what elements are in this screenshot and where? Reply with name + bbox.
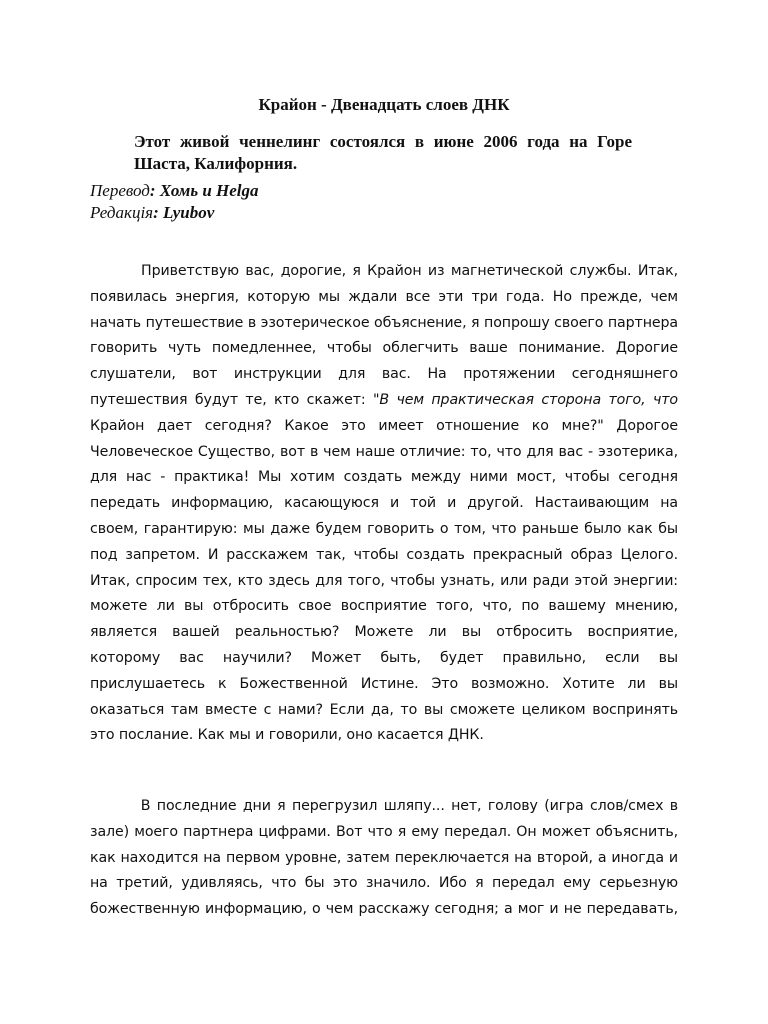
paragraph-line: божественную информацию, о чем расскажу сегодня; а мог и не передавать, bbox=[90, 901, 678, 918]
paragraph-line: для нас - практика! Мы хотим создать между ними мост, чтобы сегодня bbox=[90, 469, 678, 486]
paragraph-line: передать информацию, касающуюся и той и другой. Настаивающим на bbox=[90, 495, 678, 512]
italic-quote: В чем практическая сторона того, что bbox=[379, 391, 678, 408]
translation-value: : Хомь и Helga bbox=[149, 181, 259, 200]
paragraph-line: слушатели, вот инструкции для вас. На протяжении сегодняшнего bbox=[90, 366, 678, 383]
paragraph-line: это послание. Как мы и говорили, оно касается ДНК. bbox=[90, 727, 484, 744]
paragraph-line: можете ли вы отбросить свое восприятие того, что, по вашему мнению, bbox=[90, 598, 678, 615]
document-title: Крайон - Двенадцать слоев ДНК bbox=[258, 95, 510, 114]
document-subtitle: Этот живой ченнелинг состоялся в июне 2006 года на Горе Шаста, Калифорния. bbox=[134, 132, 632, 173]
paragraph-line: зале) моего партнера цифрами. Вот что я ему передал. Он может объяснить, bbox=[90, 823, 678, 840]
credits-block bbox=[90, 180, 590, 224]
editor-label: Редакція bbox=[90, 203, 154, 222]
translation-label: Перевод bbox=[90, 181, 150, 200]
paragraph-line-with-quote bbox=[90, 388, 678, 414]
paragraph-line: Итак, спросим тех, кто здесь для того, чтобы узнать, или ради этой энергии: bbox=[90, 572, 678, 589]
paragraph-line: как находится на первом уровне, затем переключается на второй, а иногда и bbox=[90, 849, 678, 866]
editor-value: : Lyubov bbox=[153, 203, 215, 222]
paragraph-line: В последние дни я перегрузил шляпу... нет, голову (игра слов/смех в bbox=[90, 798, 678, 814]
paragraph-numbers bbox=[90, 794, 678, 923]
paragraph-line: прислушаетесь к Божественной Истине. Это возможно. Хотите ли вы bbox=[90, 675, 678, 692]
paragraph-line: под запретом. И расскажем так, чтобы создать прекрасный образ Целого. bbox=[90, 546, 678, 563]
paragraph-line: Приветствую вас, дорогие, я Крайон из магнетической службы. Итак, bbox=[90, 263, 678, 279]
paragraph-line: которому вас научили? Может быть, будет правильно, если вы bbox=[90, 649, 678, 666]
paragraph-greeting bbox=[90, 259, 678, 749]
paragraph-line: оказаться там вместе с нами? Если да, то вы сможете целиком воспринять bbox=[90, 701, 678, 718]
paragraph-line: появилась энергия, которую мы ждали все эти три года. Но прежде, чем bbox=[90, 288, 678, 305]
paragraph-line: Крайон дает сегодня? Какое это имеет отношение ко мне?" Дорогое bbox=[90, 417, 678, 434]
quote-lead-in: путешествия будут те, кто скажет: " bbox=[90, 391, 380, 408]
translation-credit bbox=[90, 180, 590, 202]
paragraph-line: является вашей реальностью? Можете ли вы отбросить восприятие, bbox=[90, 624, 678, 641]
paragraph-line: своем, гарантирую: мы даже будем говорить о том, что раньше было как бы bbox=[90, 520, 678, 537]
paragraph-line: начать путешествие в эзотерическое объяснение, я попрошу своего партнера bbox=[90, 314, 678, 331]
paragraph-line: говорить чуть помедленнее, чтобы облегчить ваше понимание. Дорогие bbox=[90, 340, 678, 357]
editor-credit bbox=[90, 202, 590, 224]
paragraph-line: Человеческое Существо, вот в чем наше отличие: то, что для вас - эзотерика, bbox=[90, 443, 678, 460]
paragraph-line: на третий, удивляясь, что бы это значило. Ибо я передал ему серьезную bbox=[90, 875, 678, 892]
